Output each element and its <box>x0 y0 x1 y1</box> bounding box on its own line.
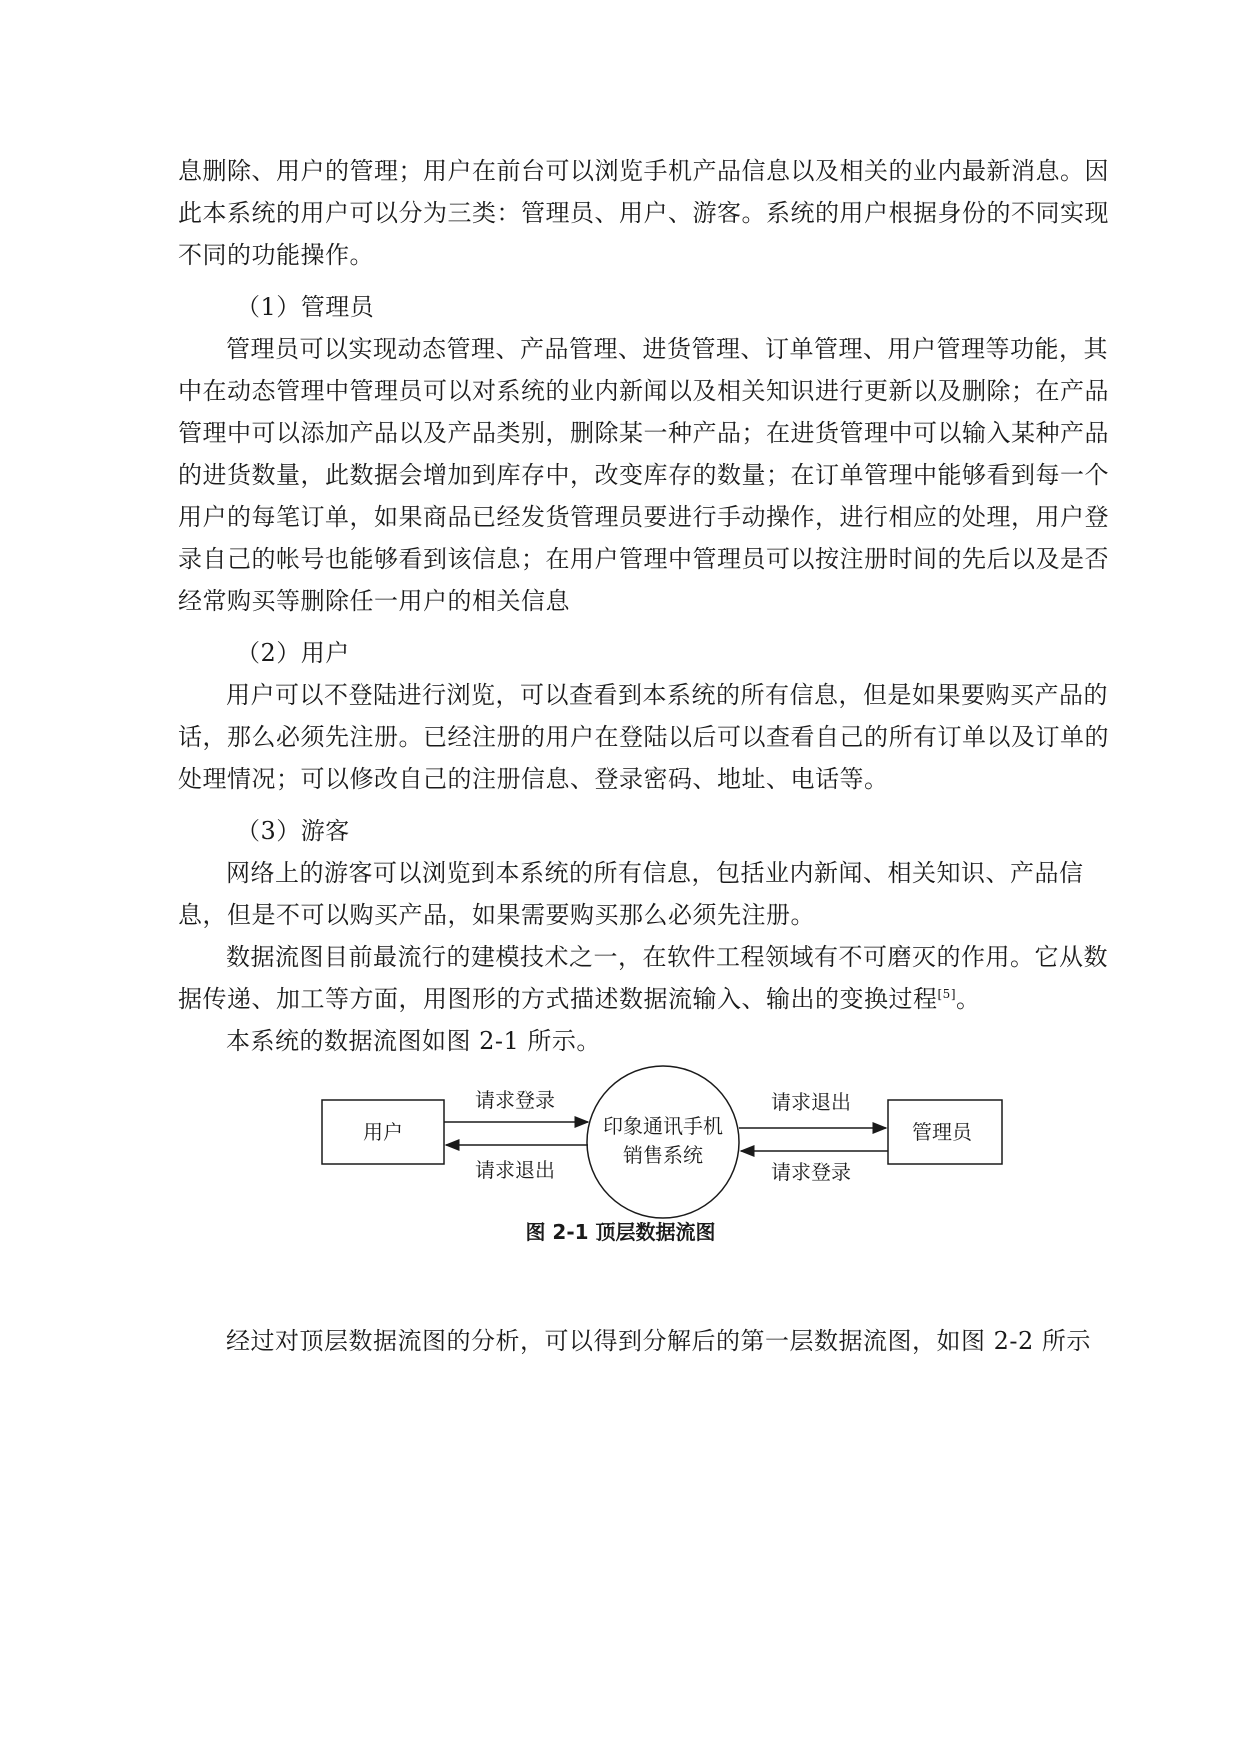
dfd-intro-paragraph <box>178 936 1132 1020</box>
right-top-flow-label: 请求退出 <box>771 1090 851 1114</box>
after-figure-paragraph: 经过对顶层数据流图的分析，可以得到分解后的第一层数据流图，如图 2-2 所示 <box>226 1327 1091 1355</box>
citation-marker: [5] <box>937 987 956 1001</box>
guest-paragraph: 网络上的游客可以浏览到本系统的所有信息，包括业内新闻、相关知识、产品信息，但是不可以购买产品，如果需要购买那么必须先注册。 <box>178 859 1084 929</box>
intro-paragraph: 息删除、用户的管理；用户在前台可以浏览手机产品信息以及相关的业内最新消息。因此本系统的用户可以分为三类：管理员、用户、游客。系统的用户根据身份的不同实现不同的功能操作。 <box>178 157 1109 269</box>
left-top-flow-label: 请求登录 <box>475 1088 555 1112</box>
dfd-intro-text: 数据流图目前最流行的建模技术之一，在软件工程领域有不可磨灭的作用。它从数据传递、加工等方面，用图形的方式描述数据流输入、输出的变换过程 <box>178 943 1108 1013</box>
user-paragraph: 用户可以不登陆进行浏览，可以查看到本系统的所有信息，但是如果要购买产品的话，那么必须先注册。已经注册的用户在登陆以后可以查看自己的所有订单以及订单的处理情况；可以修改自己的注册信息、登录密码、地址、电话等。 <box>178 681 1109 793</box>
dfd-intro-end: 。 <box>956 985 981 1013</box>
dfd-reference-paragraph: 本系统的数据流图如图 2-1 所示。 <box>226 1027 601 1055</box>
body-text <box>178 150 1132 1062</box>
admin-paragraph: 管理员可以实现动态管理、产品管理、进货管理、订单管理、用户管理等功能，其中在动态管理中管理员可以对系统的业内新闻以及相关知识进行更新以及删除；在产品管理中可以添加产品以及产品类别，删除某一种产品；在进货管理中可以输入某种产品的进货数量，此数据会增加到库存中，改变库存的数量；在订单管理中能够看到每一个用户的每笔订单，如果商品已经发货管理员要进行手动操作，进行相应的处理，用户登录自己的帐号也能够看到该信息；在用户管理中管理员可以按注册时间的先后以及是否经常购买等删除任一用户的相关信息 <box>178 335 1109 615</box>
system-process-circle <box>587 1066 739 1218</box>
user-entity-label: 用户 <box>363 1120 403 1144</box>
figure-caption: 图 2-1 顶层数据流图 <box>525 1220 716 1244</box>
process-label-line1: 印象通讯手机 <box>603 1114 723 1138</box>
right-bottom-flow-label: 请求登录 <box>771 1160 851 1184</box>
user-heading: （2）用户 <box>236 639 350 667</box>
left-bottom-flow-label: 请求退出 <box>475 1158 555 1182</box>
admin-entity-label: 管理员 <box>912 1120 972 1144</box>
admin-heading: （1）管理员 <box>236 293 375 321</box>
top-level-dfd-figure <box>318 1062 1008 1232</box>
process-label-line2: 销售系统 <box>623 1143 703 1167</box>
guest-heading: （3）游客 <box>236 817 350 845</box>
